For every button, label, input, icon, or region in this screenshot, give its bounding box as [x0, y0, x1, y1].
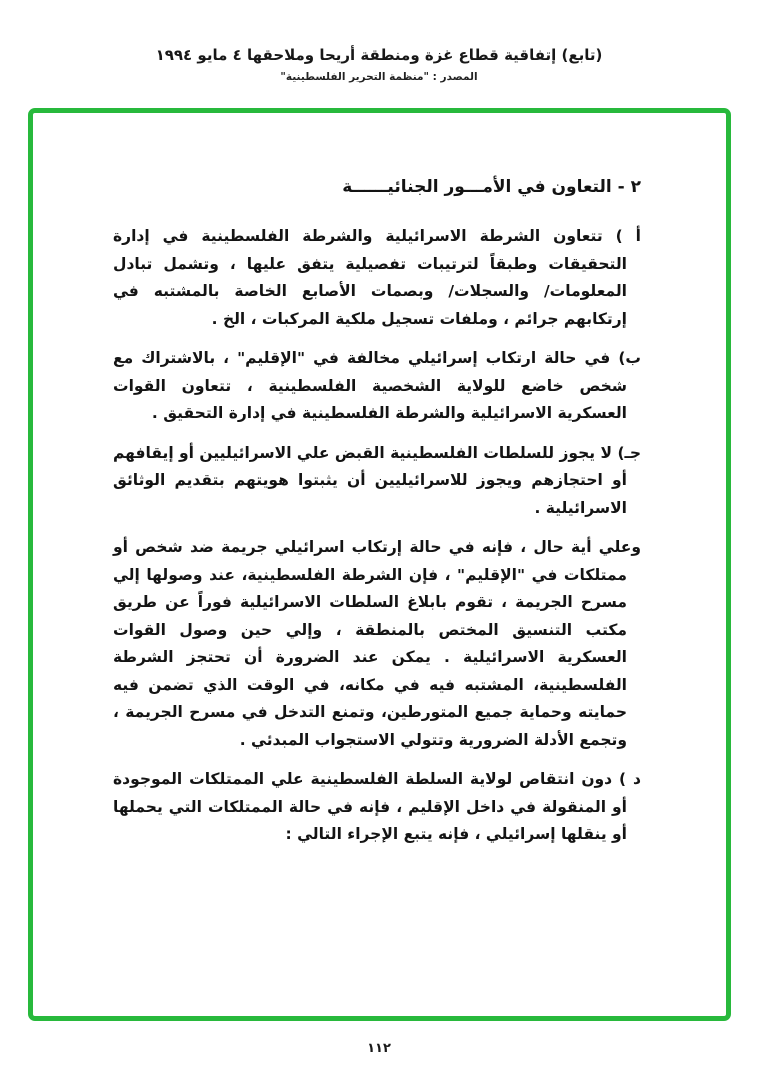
paragraph-c-label: جـ) [612, 443, 641, 462]
paragraph-continuation-text: وعلي أية حال ، فإنه في حالة إرتكاب اسرائيلي جريمة ضد شخص أو ممتلكات في "الإقليم" ، فإن الشرطة الفلسطينية، عند وصولها إلي مسرح الجريمة ، تقوم بابلاغ السلطات الاسرائيلية فوراً عن طريق مكتب التنسيق المختص بالمنطقة ، وإلي حين وصول القوات العسكرية الاسرائيلية . يمكن عند الضرورة أن تحتجز الشرطة الفلسطينية، المشتبه فيه في مكانه، في الوقت الذي تضمن فيه حمايته وحماية جميع المتورطين، وتمنع التدخل في مسرح الجريمة ، وتجمع الأدلة الضرورية وتتولي الاستجواب المبدئي . [113, 538, 641, 749]
document-source-line: المصدر : "منظمة التحرير الفلسطينية" [280, 71, 478, 83]
paragraph-b-label: ب) [610, 349, 641, 367]
paragraph-b [113, 345, 641, 428]
document-header [0, 46, 758, 83]
paragraph-c [113, 440, 641, 523]
section-heading: ٢ - التعاون في الأمـــور الجنائيــــــة [342, 177, 641, 197]
paragraph-d-label: د ) [612, 770, 641, 788]
page-footer [0, 1037, 758, 1056]
paragraph-c-text: لا يجوز للسلطات الفلسطينية القبض علي الاسرائيليين أو إيقافهم أو احتجازهم ويجوز للاسرائيليين أن يثبتوا هويتهم بتقديم الوثائق الاسرائيلية . [113, 443, 627, 517]
paragraph-a-label: أ ) [602, 227, 641, 245]
content-border-box [28, 108, 731, 1021]
paragraph-d [113, 766, 641, 849]
paragraph-continuation [113, 534, 641, 754]
paragraph-d-text: دون انتقاص لولاية السلطة الفلسطينية علي الممتلكات الموجودة أو المنقولة في داخل الإقليم ، فإنه في حالة الممتلكات التي يحملها أو ينقلها إسرائيلي ، فإنه يتبع الإجراء التالي : [113, 770, 627, 843]
paragraph-a [113, 223, 641, 333]
page-number: ١١٢ [367, 1041, 391, 1056]
paragraph-b-text: في حالة ارتكاب إسرائيلي مخالفة في "الإقليم" ، بالاشتراك مع شخص خاضع للولاية الشخصية الفلسطينية ، تتعاون القوات العسكرية الاسرائيلية والشرطة الفلسطينية في إدارة التحقيق . [113, 349, 627, 422]
document-title: (تابع) إتفاقية قطاع غزة ومنطقة أريحا وملاحقها ٤ مايو ١٩٩٤ [155, 46, 603, 64]
paragraph-a-text: تتعاون الشرطة الاسرائيلية والشرطة الفلسطينية في إدارة التحقيقات وطبقاً لترتيبات تفصيلية يتفق عليها ، وتشمل تبادل المعلومات/ والسجلات/ وبصمات الأصابع الخاصة بالمشتبه في إرتكابهم جرائم ، وملفات تسجيل ملكية المركبات ، الخ . [113, 227, 627, 328]
document-body [113, 177, 641, 861]
